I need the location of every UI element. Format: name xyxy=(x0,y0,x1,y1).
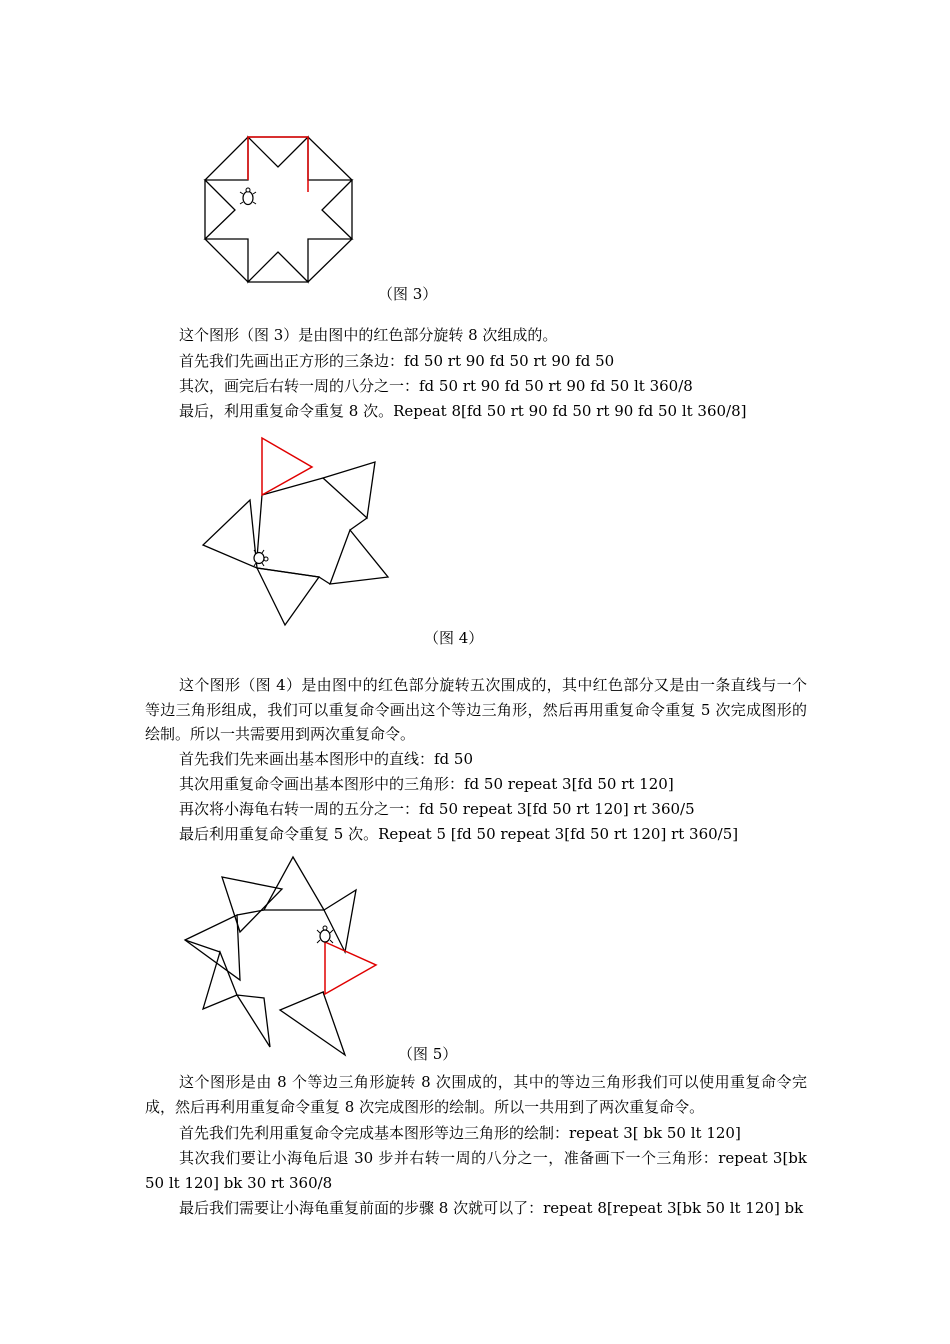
figure-4-pentagon-flags xyxy=(195,430,405,635)
figure-5-caption: （图 5） xyxy=(398,1045,458,1063)
fig4-paragraph: 这个图形（图 4）是由图中的红色部分旋转五次围成的，其中红色部分又是由一条直线与一个等边三角形组成，我们可以重复命令画出这个等边三角形，然后再用重复命令重复 5 次完成图形的绘制。所以一共需要用到两次重复命令。 xyxy=(145,676,807,743)
fig4-text-line-2: 其次用重复命令画出基本图形中的三角形：fd 50 repeat 3[fd 50 rt 120] xyxy=(179,775,674,793)
fig4-text-line-4: 最后利用重复命令重复 5 次。Repeat 5 [fd 50 repeat 3[fd 50 rt 120] rt 360/5] xyxy=(179,825,739,843)
turtle-icon xyxy=(317,926,333,943)
fig5-paragraph-2: 其次我们要让小海龟后退 30 步并右转一周的八分之一，准备画下一个三角形：repeat 3[bk 50 lt 120] bk 30 rt 360/8 xyxy=(145,1149,807,1192)
fig4-text-line-3: 再次将小海龟右转一周的五分之一：fd 50 repeat 3[fd 50 rt 120] rt 360/5 xyxy=(179,800,695,818)
fig3-text-line-4: 最后，利用重复命令重复 8 次。Repeat 8[fd 50 rt 90 fd 50 rt 90 fd 50 lt 360/8] xyxy=(179,402,747,420)
figure-4-caption: （图 4） xyxy=(424,629,484,647)
turtle-icon xyxy=(240,188,256,205)
fig3-text-line-3: 其次，画完后右转一周的八分之一：fd 50 rt 90 fd 50 rt 90 fd 50 lt 360/8 xyxy=(179,377,693,395)
turtle-icon xyxy=(254,550,268,566)
fig5-paragraph: 这个图形是由 8 个等边三角形旋转 8 次围成的，其中的等边三角形我们可以使用重复命令完成，然后再利用重复命令重复 8 次完成图形的绘制。所以一共用到了两次重复命令。 xyxy=(145,1073,807,1116)
figure-3-caption: （图 3） xyxy=(378,285,438,303)
fig5-text-line-last: 最后我们需要让小海龟重复前面的步骤 8 次就可以了：repeat 8[repeat 3[bk 50 lt 120] bk xyxy=(179,1199,804,1217)
fig4-text-line-1: 首先我们先来画出基本图形中的直线：fd 50 xyxy=(179,750,474,768)
figure-5-triangle-ring xyxy=(180,852,385,1057)
fig3-text-line-1: 这个图形（图 3）是由图中的红色部分旋转 8 次组成的。 xyxy=(179,326,558,344)
figure-3-octagon-star xyxy=(200,132,360,292)
fig5-text-line-1: 首先我们先利用重复命令完成基本图形等边三角形的绘制：repeat 3[ bk 50 lt 120] xyxy=(179,1124,741,1142)
fig3-text-line-2: 首先我们先画出正方形的三条边：fd 50 rt 90 fd 50 rt 90 fd 50 xyxy=(179,352,615,370)
